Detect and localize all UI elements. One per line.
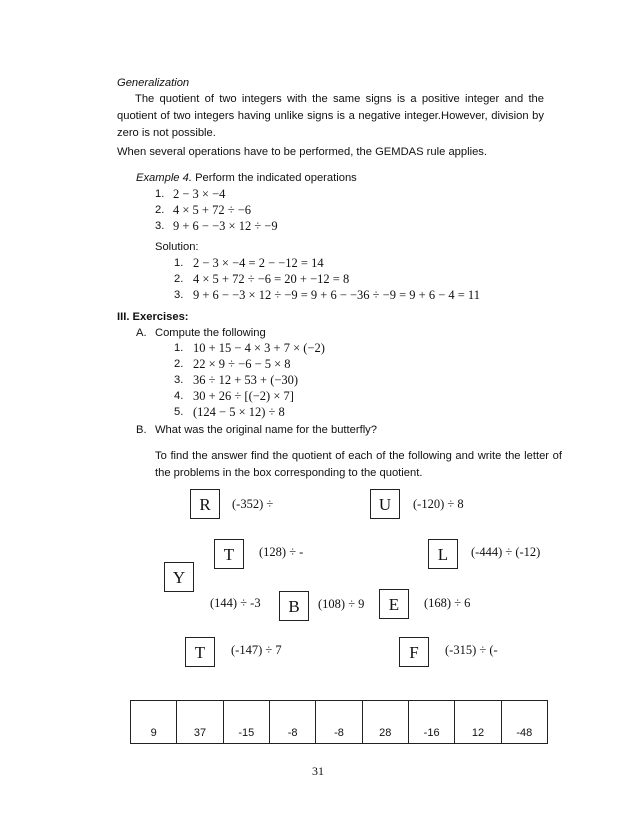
exercises-heading: III. Exercises: xyxy=(117,311,189,323)
answer-cell[interactable]: -8 xyxy=(316,701,362,744)
exercise-a-3-number: 3. xyxy=(174,374,184,386)
generalization-paragraph: The quotient of two integers with the same signs is a positive integer and the quotient of two integers having unlike signs is a negative integer.However, division by zero is not possible. xyxy=(117,93,544,139)
solution-item-1-number: 1. xyxy=(174,257,184,269)
letter-box-e: E xyxy=(379,589,409,619)
expression-r: (-352) ÷ xyxy=(232,497,274,511)
solution-label: Solution: xyxy=(155,241,199,253)
generalization-heading: Generalization xyxy=(117,77,190,89)
expression-t-first: (128) ÷ - xyxy=(259,545,304,559)
expression-e: (168) ÷ 6 xyxy=(424,596,471,610)
part-b-label: B. xyxy=(136,424,147,436)
example-item-1 xyxy=(155,188,164,200)
page-number: 31 xyxy=(312,764,324,778)
exercise-a-2-number: 2. xyxy=(174,358,184,370)
item-number: 1. xyxy=(155,188,165,200)
answer-cell[interactable]: 9 xyxy=(131,701,177,744)
example-heading xyxy=(136,172,357,184)
solution-item-3-number: 3. xyxy=(174,289,184,301)
item-number: 3. xyxy=(155,220,165,232)
answer-cell[interactable]: 28 xyxy=(362,701,408,744)
answer-cell[interactable]: -48 xyxy=(501,701,547,744)
expression-f: (-315) ÷ (- xyxy=(445,643,498,657)
answer-cell[interactable]: -8 xyxy=(269,701,315,744)
exercise-a-5-number: 5. xyxy=(174,406,184,418)
example-instruction: Perform the indicated operations xyxy=(191,172,357,184)
expression-t-second: (-147) ÷ 7 xyxy=(231,643,282,657)
answer-cell[interactable]: -16 xyxy=(408,701,454,744)
exercise-a-4-expression: 30 + 26 ÷ [(−2) × 7] xyxy=(193,389,294,403)
letter-box-b: B xyxy=(279,591,309,621)
part-b-instructions: To find the answer find the quotient of each of the following and write the letter of the problems in the box corresponding to the quotient. xyxy=(155,450,562,479)
letter-box-t-first: T xyxy=(214,539,244,569)
exercise-a-4-number: 4. xyxy=(174,390,184,402)
solution-expression-1: 2 − 3 × −4 = 2 − −12 = 14 xyxy=(193,256,324,270)
solution-item-2-number: 2. xyxy=(174,273,184,285)
example-expression-1: 2 − 3 × −4 xyxy=(173,187,226,201)
exercise-a-1-expression: 10 + 15 − 4 × 3 + 7 × (−2) xyxy=(193,341,325,355)
expression-y: (144) ÷ -3 xyxy=(210,596,261,610)
answer-table xyxy=(130,700,548,744)
expression-u: (-120) ÷ 8 xyxy=(413,497,464,511)
answer-cell[interactable]: 37 xyxy=(177,701,223,744)
letter-box-l: L xyxy=(428,539,458,569)
example-expression-3: 9 + 6 − −3 × 12 ÷ −9 xyxy=(173,219,278,233)
letter-box-r: R xyxy=(190,489,220,519)
part-b-question: What was the original name for the butterfly? xyxy=(155,424,377,436)
expression-l: (-444) ÷ (-12) xyxy=(471,545,541,559)
example-expression-2: 4 × 5 + 72 ÷ −6 xyxy=(173,203,252,217)
exercise-a-2-expression: 22 × 9 ÷ −6 − 5 × 8 xyxy=(193,357,291,371)
letter-box-y: Y xyxy=(164,562,194,592)
exercise-a-1-number: 1. xyxy=(174,342,184,354)
part-a-label: A. xyxy=(136,327,147,339)
solution-expression-3: 9 + 6 − −3 × 12 ÷ −9 = 9 + 6 − −36 ÷ −9 = 9 + 6 − 4 = 11 xyxy=(193,288,480,302)
answer-cell[interactable]: -15 xyxy=(223,701,269,744)
part-a-text: Compute the following xyxy=(155,327,266,339)
letter-box-f: F xyxy=(399,637,429,667)
example-item-3 xyxy=(155,220,164,232)
expression-b: (108) ÷ 9 xyxy=(318,597,365,611)
letter-box-t-second: T xyxy=(185,637,215,667)
exercise-a-3-expression: 36 ÷ 12 + 53 + (−30) xyxy=(193,373,299,387)
letter-box-u: U xyxy=(370,489,400,519)
example-item-2 xyxy=(155,204,164,216)
exercise-a-5-expression: (124 − 5 × 12) ÷ 8 xyxy=(193,405,285,419)
example-label: Example 4. xyxy=(136,172,192,184)
answer-cell[interactable]: 12 xyxy=(455,701,501,744)
gemdas-rule-text: When several operations have to be performed, the GEMDAS rule applies. xyxy=(117,146,488,158)
answer-row xyxy=(131,701,548,744)
item-number: 2. xyxy=(155,204,165,216)
solution-expression-2: 4 × 5 + 72 ÷ −6 = 20 + −12 = 8 xyxy=(193,272,350,286)
